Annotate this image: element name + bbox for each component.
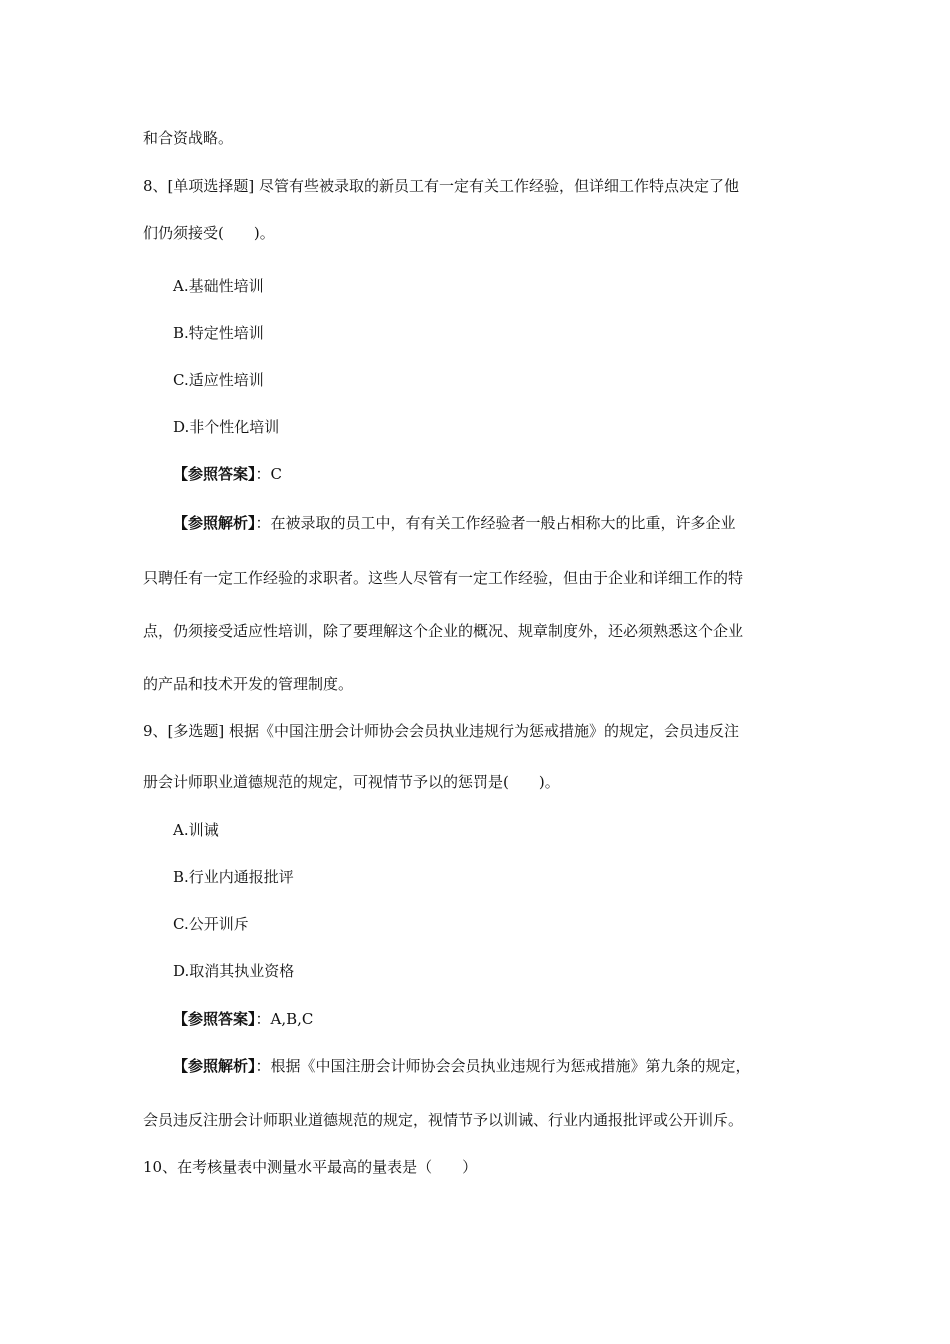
option-c: C.适应性培训	[173, 371, 264, 389]
answer-line	[173, 1009, 313, 1029]
question-9-cont: 册会计师职业道德规范的规定，可视情节予以的惩罚是( )。	[143, 773, 560, 791]
option-c: C.公开训斥	[173, 915, 249, 933]
option-d: D.非个性化培训	[173, 418, 280, 436]
answer-value: ：A,B,C	[255, 1010, 314, 1028]
analysis-label: 【参照解析】	[173, 1057, 256, 1075]
analysis-cont: 的产品和技术开发的管理制度。	[143, 675, 354, 693]
analysis-line	[173, 1056, 751, 1076]
analysis-text: ：在被录取的员工中，有有关工作经验者一般占相称大的比重，许多企业	[255, 514, 736, 532]
question-8-cont: 们仍须接受( )。	[143, 224, 275, 242]
analysis-line	[173, 513, 736, 533]
analysis-cont: 点，仍须接受适应性培训，除了要理解这个企业的概况、规章制度外，还必须熟悉这个企业	[143, 622, 744, 640]
option-b: B.行业内通报批评	[173, 868, 294, 886]
question-9: 9、[多选题] 根据《中国注册会计师协会会员执业违规行为惩戒措施》的规定，会员违反注	[143, 722, 740, 740]
analysis-cont: 会员违反注册会计师职业道德规范的规定，视情节予以训诫、行业内通报批评或公开训斥。	[143, 1111, 744, 1129]
analysis-cont: 只聘任有一定工作经验的求职者。这些人尽管有一定工作经验，但由于企业和详细工作的特	[143, 569, 744, 587]
text-line: 和合资战略。	[143, 129, 234, 147]
option-a: A.基础性培训	[173, 277, 264, 295]
question-10: 10、在考核量表中测量水平最高的量表是（ ）	[143, 1158, 478, 1176]
analysis-label: 【参照解析】	[173, 514, 256, 532]
question-8: 8、[单项选择题] 尽管有些被录取的新员工有一定有关工作经验，但详细工作特点决定了他	[143, 177, 740, 195]
option-d: D.取消其执业资格	[173, 962, 295, 980]
answer-label: 【参照答案】	[173, 465, 256, 483]
analysis-text: ：根据《中国注册会计师协会会员执业违规行为惩戒措施》第九条的规定，	[255, 1057, 751, 1075]
answer-line	[173, 464, 282, 484]
answer-label: 【参照答案】	[173, 1010, 256, 1028]
answer-value: ：C	[255, 465, 282, 483]
option-b: B.特定性培训	[173, 324, 264, 342]
option-a: A.训诫	[173, 821, 219, 839]
